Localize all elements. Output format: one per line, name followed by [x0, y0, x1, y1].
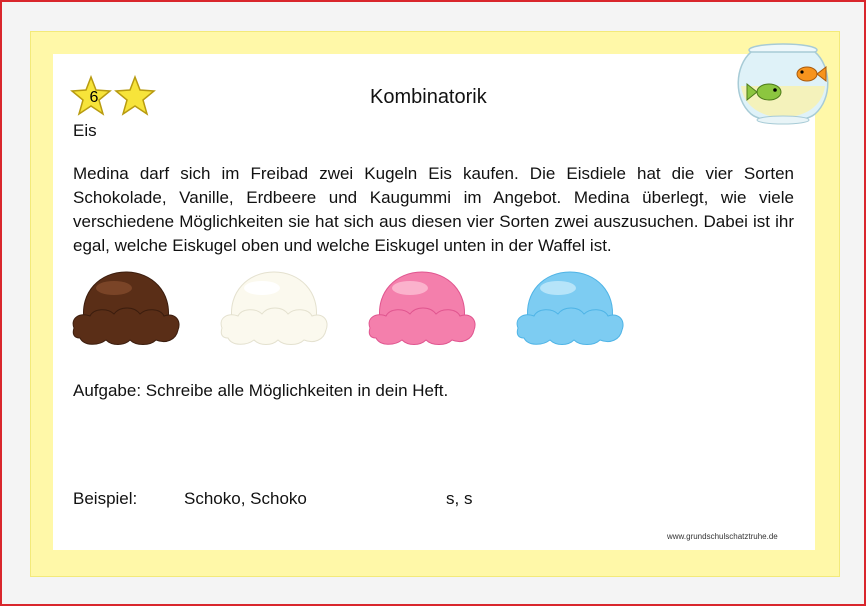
- fishbowl-icon: [733, 36, 833, 128]
- example-value-full: Schoko, Schoko: [184, 489, 307, 508]
- star-icon: [114, 75, 156, 117]
- strawberry-scoop-icon: [366, 268, 478, 348]
- page-subtitle: Eis: [73, 121, 97, 140]
- bubblegum-scoop-icon: [514, 268, 626, 348]
- example-label: Beispiel:: [73, 489, 138, 508]
- vanilla-scoop-icon: [218, 268, 330, 348]
- example-value-short: s, s: [446, 489, 473, 508]
- level-number: 6: [89, 89, 99, 106]
- chocolate-scoop-icon: [70, 268, 182, 348]
- problem-text: Medina darf sich im Freibad zwei Kugeln Eis kaufen. Die Eisdiele hat die vier Sorten Schokolade, Vanille, Erdbeere und Kaugummi im Angebot. Medina überlegt, wie viele verschiedene Möglichkeiten sie hat sich aus diesen vier Sorten zwei auszusuchen. Dabei ist ihr egal, welche Eiskugel oben und welche Eiskugel unten in der Waffel ist.: [73, 164, 794, 255]
- page-title: Kombinatorik: [370, 86, 487, 108]
- task-instruction: Aufgabe: Schreibe alle Möglichkeiten in dein Heft.: [73, 381, 449, 400]
- website-credit: www.grundschulschatztruhe.de: [667, 532, 778, 541]
